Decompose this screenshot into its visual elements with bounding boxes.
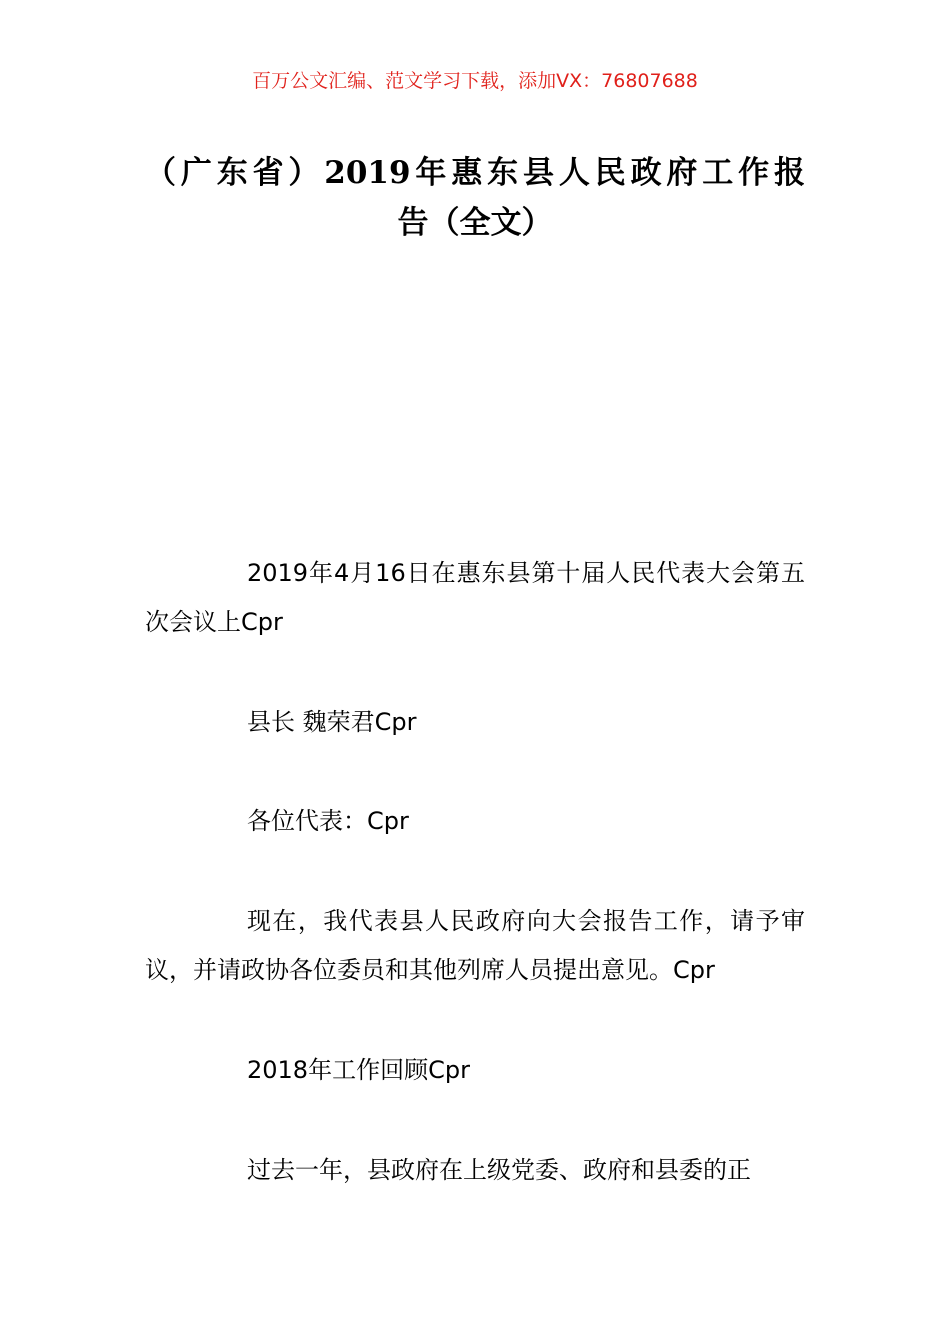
document-title <box>145 148 805 248</box>
paragraph-speaker: 县长 魏荣君Cpr <box>247 708 417 736</box>
paragraph-review-start: 过去一年，县政府在上级党委、政府和县委的正 <box>247 1156 751 1184</box>
section-heading-review: 2018年工作回顾Cpr <box>247 1056 470 1084</box>
paragraph-salutation: 各位代表：Cpr <box>247 807 409 835</box>
paragraph-intro: 现在，我代表县人民政府向大会报告工作，请予审议，并请政协各位委员和其他列席人员提出意见。Cpr <box>145 907 805 984</box>
header-promo-note: 百万公文汇编、范文学习下载，添加VX：76807688 <box>252 70 698 92</box>
document-title-line-2: 告（全文） <box>397 205 553 241</box>
paragraph-meeting-info: 2019年4月16日在惠东县第十届人民代表大会第五次会议上Cpr <box>145 559 805 636</box>
document-title-line-1: （广东省）2019年惠东县人民政府工作报 <box>145 155 805 191</box>
